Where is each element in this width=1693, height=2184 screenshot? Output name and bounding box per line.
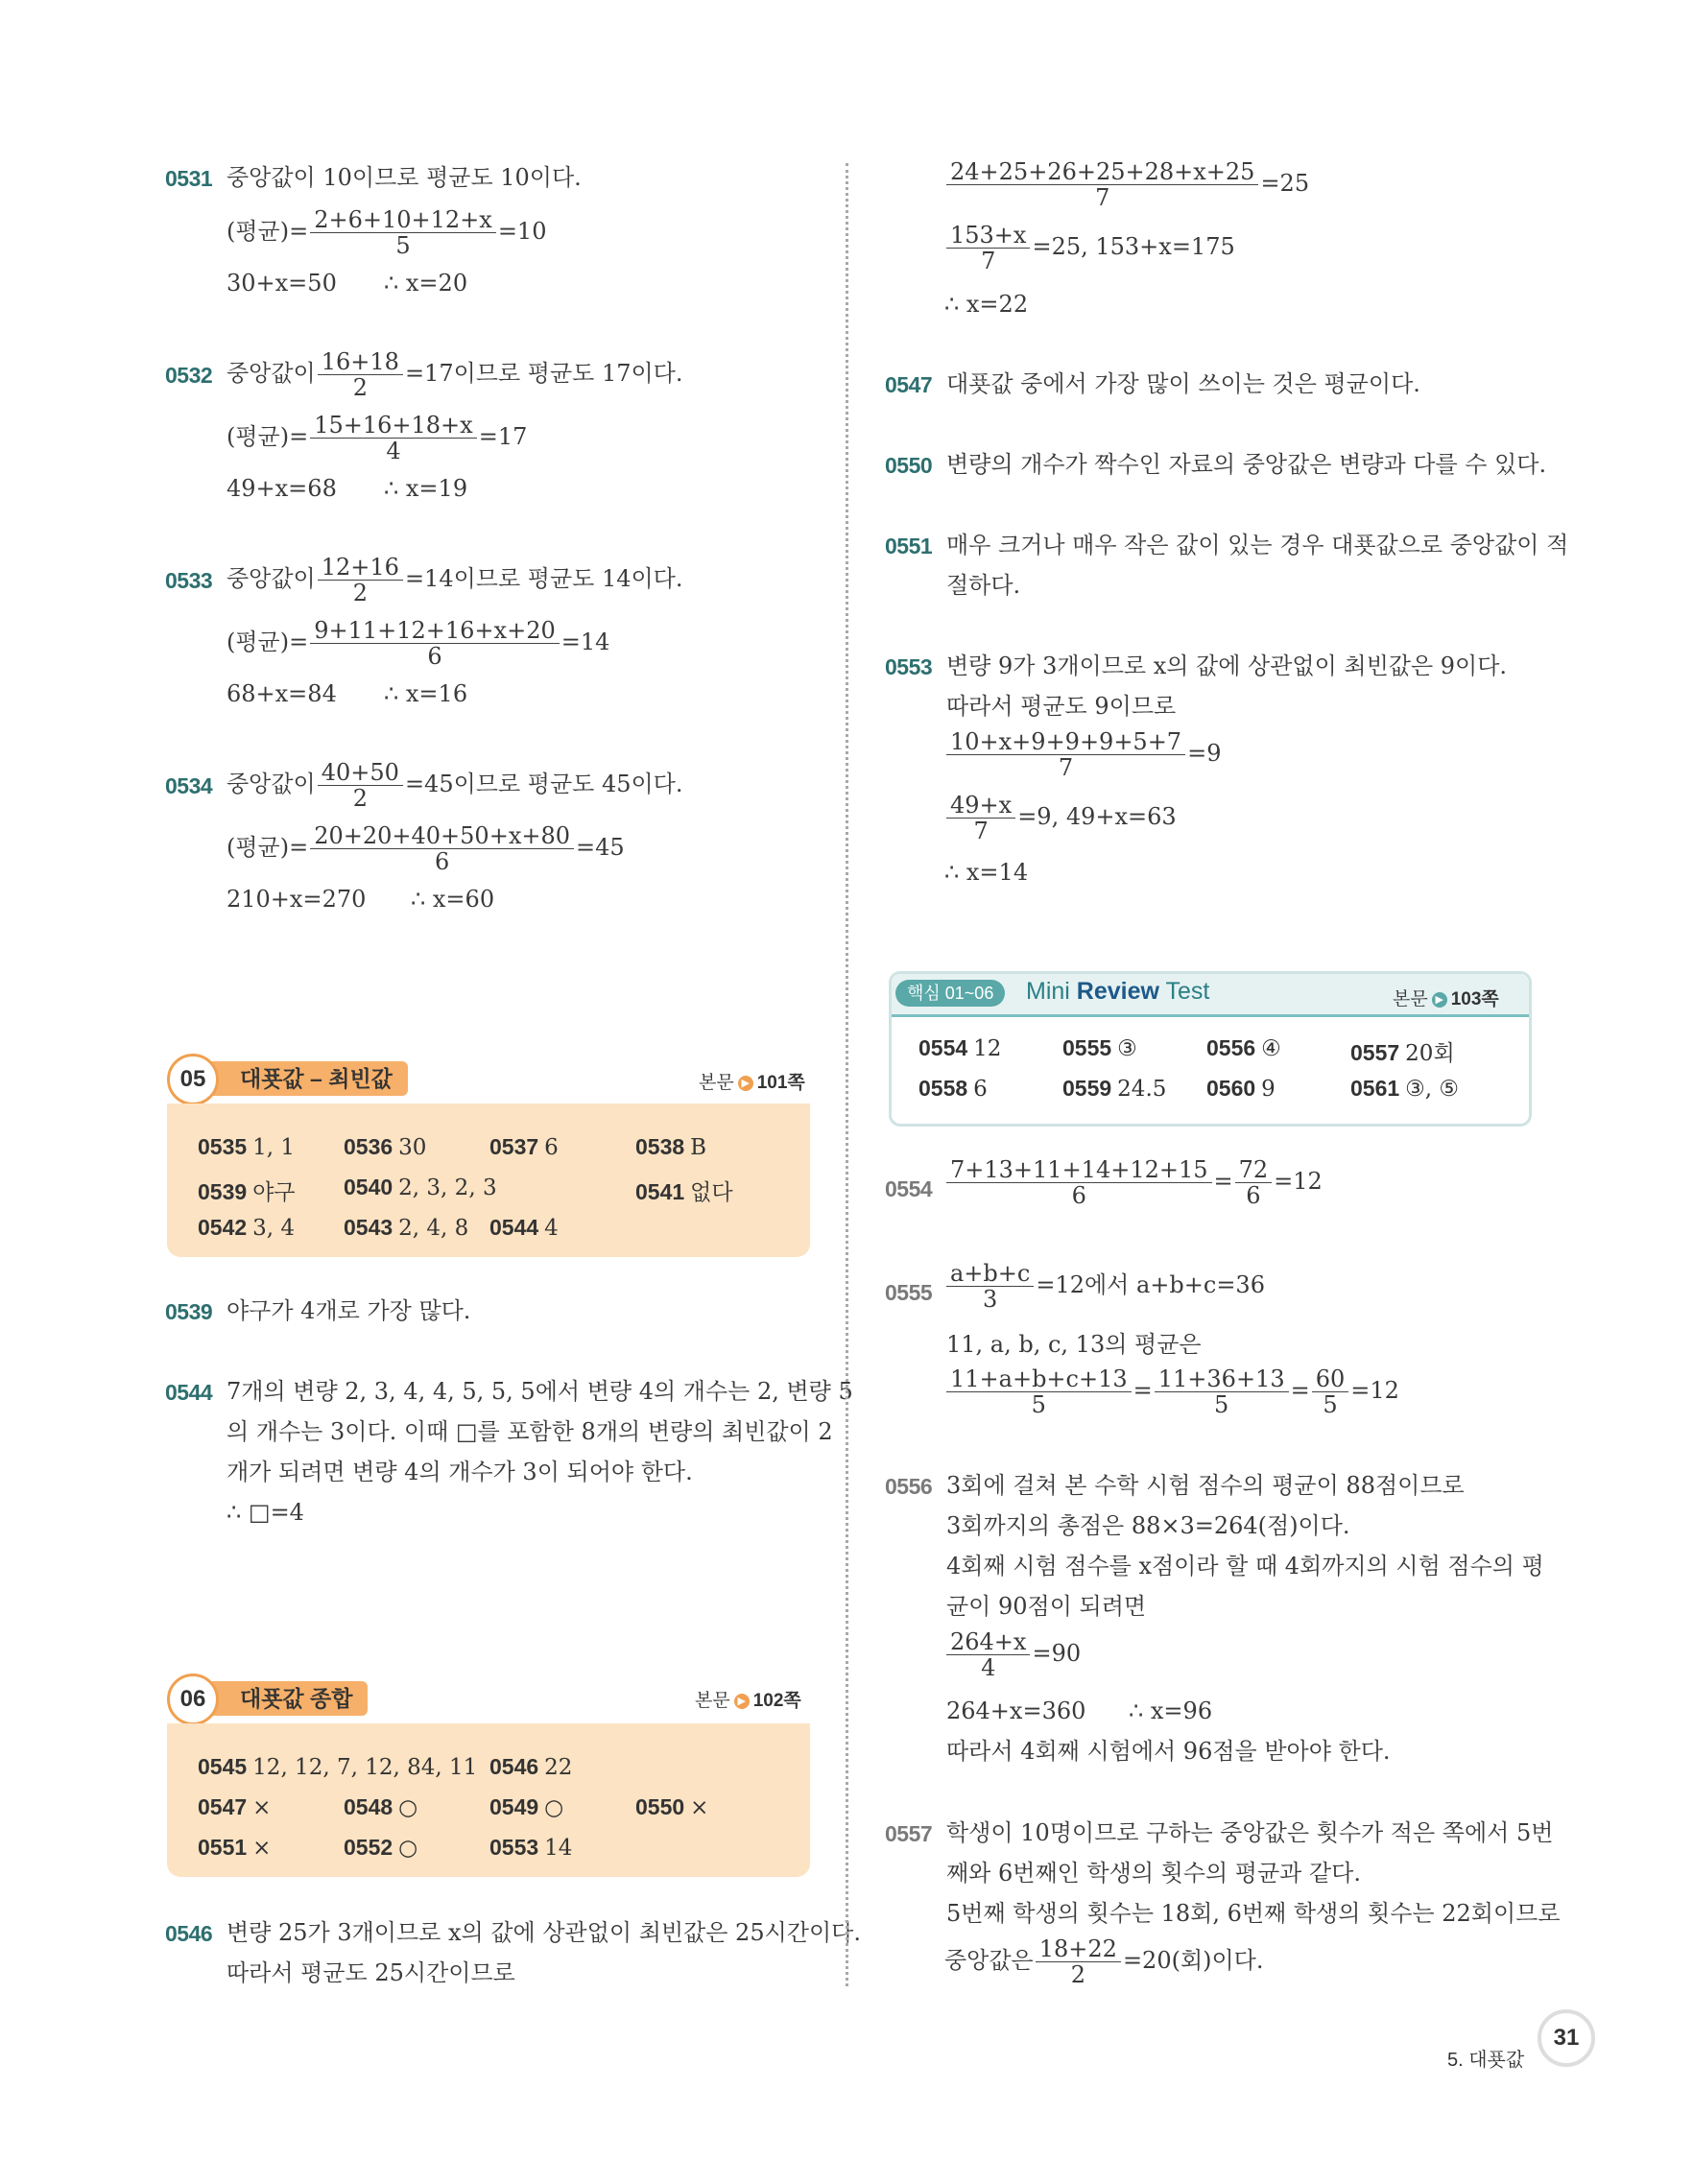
- solution-line: 210+x=270: [227, 886, 367, 913]
- solution-line: 4회째 시험 점수를 x점이라 할 때 4회까지의 시험 점수의 평: [946, 1553, 1544, 1579]
- answer-item: 0549 ○: [489, 1794, 564, 1820]
- answer-item: 0540 2, 3, 2, 3: [344, 1175, 497, 1200]
- solution-line: 변량 25가 3개이므로 x의 값에 상관없이 최빈값은 25시간이다.: [227, 1919, 861, 1946]
- solution-line: 49+x=68: [227, 475, 337, 502]
- solution-line: (평균)= $\frac{20+20+40+50+x+80}{6}$ =45: [227, 822, 625, 875]
- problem-number: 0556: [885, 1474, 933, 1499]
- solution-line: $\frac{153+x}{7}$ =25, 153+x=175: [944, 223, 1235, 273]
- answer-item: 0544 4: [489, 1215, 559, 1241]
- solution-line: 3회까지의 총점은 88×3=264(점)이다.: [946, 1512, 1350, 1539]
- solution-line: (평균)= $\frac{2+6+10+12+x}{5}$ =10: [227, 206, 547, 259]
- problem-number: 0532: [165, 363, 213, 388]
- answer-item: 0537 6: [489, 1134, 559, 1160]
- page-reference: 본문 ▶ 103쪽: [1393, 989, 1499, 1009]
- section-number: 05: [167, 1054, 219, 1105]
- solution-line: 11, a, b, c, 13의 평균은: [946, 1331, 1202, 1358]
- problem-number: 0554: [885, 1176, 933, 1201]
- solution-line: $\frac{11+a+b+c+13}{5}$ = $\frac{11+36+13}{5}$ = $\frac{60}{5}$ =12: [944, 1366, 1399, 1417]
- solution-line: 중앙값이 10이므로 평균도 10이다.: [227, 164, 582, 191]
- solution-line: ∴ □=4: [227, 1499, 304, 1526]
- solution-line: (평균)= $\frac{15+16+18+x}{4}$ =17: [227, 412, 528, 464]
- mini-review-box: [889, 971, 1532, 1127]
- column-divider: [846, 163, 848, 1986]
- answer-item: 0555 ③: [1062, 1035, 1137, 1061]
- solution-line: 3회에 걸쳐 본 수학 시험 점수의 평균이 88점이므로: [946, 1472, 1465, 1499]
- solution-line: 따라서 평균도 25시간이므로: [227, 1959, 515, 1986]
- answer-item: 0545 12, 12, 7, 12, 84, 11: [198, 1754, 478, 1780]
- solution-line: ∴ x=60: [411, 886, 495, 913]
- answer-item: 0535 1, 1: [198, 1134, 296, 1160]
- problem-number: 0544: [165, 1380, 213, 1405]
- mini-review-tag: 핵심 01~06: [895, 980, 1005, 1007]
- solution-line: ∴ x=14: [944, 859, 1029, 886]
- solution-line: $\frac{10+x+9+9+9+5+7}{7}$ =9: [944, 729, 1221, 780]
- problem-number: 0555: [885, 1280, 933, 1305]
- answer-item: 0553 14: [489, 1835, 573, 1861]
- answer-item: 0557 20회: [1350, 1040, 1455, 1066]
- arrow-icon: ▶: [1432, 992, 1447, 1008]
- answer-item: 0556 ④: [1206, 1035, 1281, 1061]
- solution-line: ∴ x=20: [384, 270, 468, 297]
- arrow-icon: ▶: [734, 1694, 750, 1709]
- answer-item: 0543 2, 4, 8: [344, 1215, 469, 1241]
- solution-line: $\frac{24+25+26+25+28+x+25}{7}$ =25: [944, 159, 1309, 210]
- solution-line: 변량 9가 3개이므로 x의 값에 상관없이 최빈값은 9이다.: [946, 653, 1508, 679]
- solution-line: 264+x=360: [946, 1697, 1086, 1724]
- solution-line: $\frac{a+b+c}{3}$ =12에서 a+b+c=36: [944, 1261, 1265, 1312]
- solution-line: 균이 90점이 되려면: [946, 1593, 1147, 1620]
- arrow-icon: ▶: [738, 1076, 753, 1091]
- answer-item: 0542 3, 4: [198, 1215, 296, 1241]
- problem-number: 0547: [885, 372, 933, 397]
- solution-line: $\frac{49+x}{7}$ =9, 49+x=63: [944, 793, 1177, 843]
- solution-line: $\frac{264+x}{4}$ =90: [944, 1629, 1081, 1680]
- solution-line: 중앙값이 $\frac{40+50}{2}$ =45이므로 평균도 45이다.: [227, 759, 683, 812]
- solution-line: 학생이 10명이므로 구하는 중앙값은 횟수가 적은 쪽에서 5번: [946, 1819, 1554, 1846]
- section-number: 06: [167, 1674, 219, 1725]
- answer-item: 0539 야구: [198, 1179, 296, 1205]
- solution-line: 째와 6번째인 학생의 횟수의 평균과 같다.: [946, 1860, 1361, 1887]
- solution-line: 5번째 학생의 횟수는 18회, 6번째 학생의 횟수는 22회이므로: [946, 1900, 1561, 1927]
- answer-item: 0536 30: [344, 1134, 427, 1160]
- answer-item: 0547 ×: [198, 1794, 272, 1820]
- section-05-header: [167, 1054, 455, 1102]
- problem-number: 0553: [885, 654, 933, 679]
- solution-line: 따라서 평균도 9이므로: [946, 693, 1177, 720]
- solution-line: ∴ x=96: [1129, 1697, 1213, 1724]
- section-title: 대푯값 – 최빈값: [211, 1061, 408, 1096]
- problem-number: 0539: [165, 1299, 213, 1324]
- page-number: 31: [1538, 2009, 1595, 2067]
- answer-item: 0559 24.5: [1062, 1076, 1167, 1102]
- answer-item: 0560 9: [1206, 1076, 1276, 1102]
- page-reference: 본문 ▶ 101쪽: [699, 1073, 805, 1093]
- solution-line: 중앙값이 $\frac{12+16}{2}$ =14이므로 평균도 14이다.: [227, 554, 683, 606]
- answer-item: 0551 ×: [198, 1835, 272, 1861]
- answer-item: 0552 ○: [344, 1835, 418, 1861]
- solution-line: 중앙값은 $\frac{18+22}{2}$ =20(회)이다.: [944, 1935, 1264, 1988]
- problem-number: 0546: [165, 1921, 213, 1946]
- solution-line: 의 개수는 3이다. 이때 □를 포함한 8개의 변량의 최빈값이 2: [227, 1418, 833, 1445]
- page-reference: 본문 ▶ 102쪽: [695, 1691, 801, 1711]
- solution-line: 7개의 변량 2, 3, 4, 4, 5, 5, 5에서 변량 4의 개수는 2, 변량 5: [227, 1378, 853, 1405]
- solution-line: 중앙값이 $\frac{16+18}{2}$ =17이므로 평균도 17이다.: [227, 348, 683, 401]
- solution-line: 야구가 4개로 가장 많다.: [227, 1297, 471, 1324]
- section-title: 대푯값 종합: [211, 1681, 368, 1716]
- solution-line: (평균)= $\frac{9+11+12+16+x+20}{6}$ =14: [227, 617, 610, 670]
- solution-line: ∴ x=16: [384, 680, 468, 707]
- solution-line: 변량의 개수가 짝수인 자료의 중앙값은 변량과 다를 수 있다.: [946, 451, 1547, 478]
- mini-review-header: [892, 974, 1529, 1017]
- problem-number: 0557: [885, 1821, 933, 1846]
- solution-line: 개가 되려면 변량 4의 개수가 3이 되어야 한다.: [227, 1459, 693, 1485]
- solution-line: 68+x=84: [227, 680, 337, 707]
- answer-item: 0541 없다: [635, 1179, 733, 1205]
- answer-item: 0550 ×: [635, 1794, 709, 1820]
- problem-number: 0534: [165, 773, 213, 798]
- problem-number: 0550: [885, 453, 933, 478]
- solution-line: 매우 크거나 매우 작은 값이 있는 경우 대푯값으로 중앙값이 적: [946, 532, 1569, 558]
- answer-item: 0558 6: [918, 1076, 988, 1102]
- solution-line: 따라서 4회째 시험에서 96점을 받아야 한다.: [946, 1738, 1391, 1765]
- solution-line: $\frac{7+13+11+14+12+15}{6}$ = $\frac{72}{6}$ =12: [944, 1157, 1323, 1208]
- mini-review-title: Mini Review Test: [1026, 978, 1210, 1005]
- solution-line: ∴ x=22: [944, 291, 1029, 318]
- solution-line: 대푯값 중에서 가장 많이 쓰이는 것은 평균이다.: [946, 370, 1420, 397]
- solution-line: 30+x=50: [227, 270, 337, 297]
- answer-item: 0548 ○: [344, 1794, 418, 1820]
- problem-number: 0551: [885, 534, 933, 558]
- problem-number: 0531: [165, 166, 213, 191]
- chapter-label: 5. 대푯값: [1447, 2050, 1525, 2071]
- answer-item: 0554 12: [918, 1035, 1002, 1061]
- solution-line: ∴ x=19: [384, 475, 468, 502]
- problem-number: 0533: [165, 568, 213, 593]
- answer-item: 0538 B: [635, 1134, 707, 1160]
- section-06-header: [167, 1674, 455, 1721]
- answer-item: 0546 22: [489, 1754, 573, 1780]
- solution-line: 절하다.: [946, 572, 1021, 599]
- answer-item: 0561 ③, ⑤: [1350, 1076, 1460, 1102]
